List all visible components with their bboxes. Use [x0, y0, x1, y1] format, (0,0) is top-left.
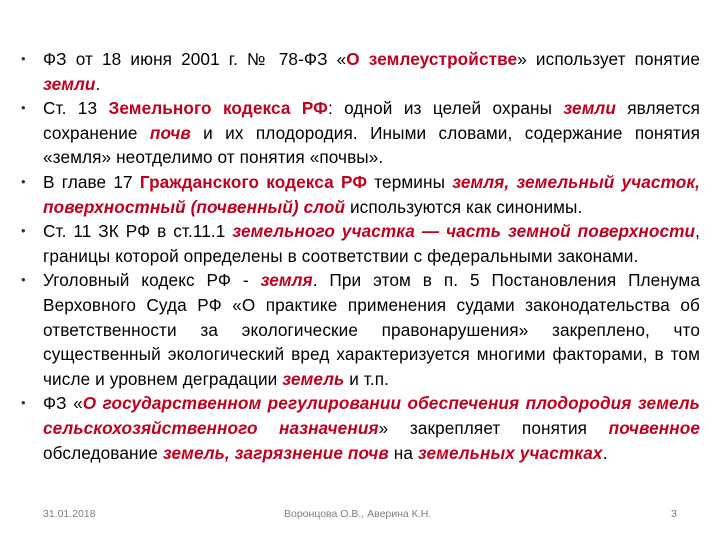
bullet-item [18, 47, 700, 96]
bullet-text: ФЗ « [43, 393, 83, 414]
highlighted-term: земля [260, 270, 313, 291]
bullet-text: : одной из целей охраны [327, 98, 564, 119]
bullet-text: Ст. 11 ЗК РФ в ст.11.1 [43, 221, 233, 242]
bullet-text: . [95, 73, 101, 94]
bullet-text: термины [367, 171, 453, 192]
highlighted-term: земель [282, 368, 345, 389]
highlighted-term: земли [563, 98, 616, 119]
highlighted-term: Гражданского кодекса РФ [139, 171, 368, 192]
bullet-dot-icon: • [21, 272, 26, 288]
footer-date: 31.01.2018 [43, 508, 96, 520]
bullet-item [18, 391, 700, 465]
bullet-text: В главе 17 [43, 171, 140, 192]
bullet-dot-icon: • [21, 223, 26, 239]
bullet-list [18, 47, 700, 465]
bullet-item [18, 268, 700, 391]
bullet-text: . При этом в п. 5 Постановления Пленума Верховного Суда РФ «О практике применения судами законодательства об ответственности за экологические правонарушения» закреплено, что существенный экологический вред характеризуется многими факторами, в том числе и уровнем деградации [43, 270, 701, 389]
bullet-text: , границы которой определены в соответствии с федеральными законами. [43, 221, 700, 266]
bullet-dot-icon: • [21, 100, 26, 116]
highlighted-term: Земельного кодекса РФ [108, 98, 328, 119]
bullet-text: используются как синонимы. [345, 196, 583, 217]
bullet-item [18, 219, 700, 268]
highlighted-term: почвенное [608, 417, 700, 438]
highlighted-term: земельного участка — часть земной поверхности [232, 221, 696, 242]
highlighted-term: почв [149, 122, 191, 143]
bullet-item [18, 96, 700, 170]
highlighted-term: О государственном регулировании обеспечения плодородия земель сельскохозяйственного назначения [43, 393, 700, 438]
bullet-text: обследование [43, 442, 163, 463]
bullet-text: » закрепляет понятия [378, 417, 609, 438]
bullet-text: Ст. 13 [43, 98, 109, 119]
bullet-dot-icon: • [21, 395, 26, 411]
bullet-text: Уголовный кодекс РФ - [43, 270, 261, 291]
bullet-text: и их плодородия. Иными словами, содержание понятия «земля» неотделимо от понятия «почвы». [43, 122, 700, 168]
footer-authors: Воронцова О.В., Аверина К.Н. [284, 508, 432, 520]
highlighted-term: О землеустройстве [346, 49, 518, 69]
highlighted-term: земельных участках [417, 442, 603, 463]
bullet-text: ФЗ от 18 июня 2001 г. № 78-ФЗ « [43, 49, 347, 69]
highlighted-term: земель, загрязнение почв [162, 442, 389, 463]
bullet-item [18, 170, 700, 219]
bullet-text: . [602, 442, 608, 463]
bullet-text: на [388, 442, 418, 463]
bullet-text: и т.п. [344, 368, 390, 389]
bullet-dot-icon: • [21, 51, 26, 66]
highlighted-term: земля, земельный участок, поверхностный (почвенный) слой [43, 171, 701, 217]
highlighted-term: земли [43, 73, 96, 94]
bullet-dot-icon: • [21, 173, 26, 189]
bullet-text: является сохранение [43, 98, 701, 143]
footer-page-number: 3 [671, 508, 677, 520]
bullet-text: » использует понятие [517, 49, 700, 69]
